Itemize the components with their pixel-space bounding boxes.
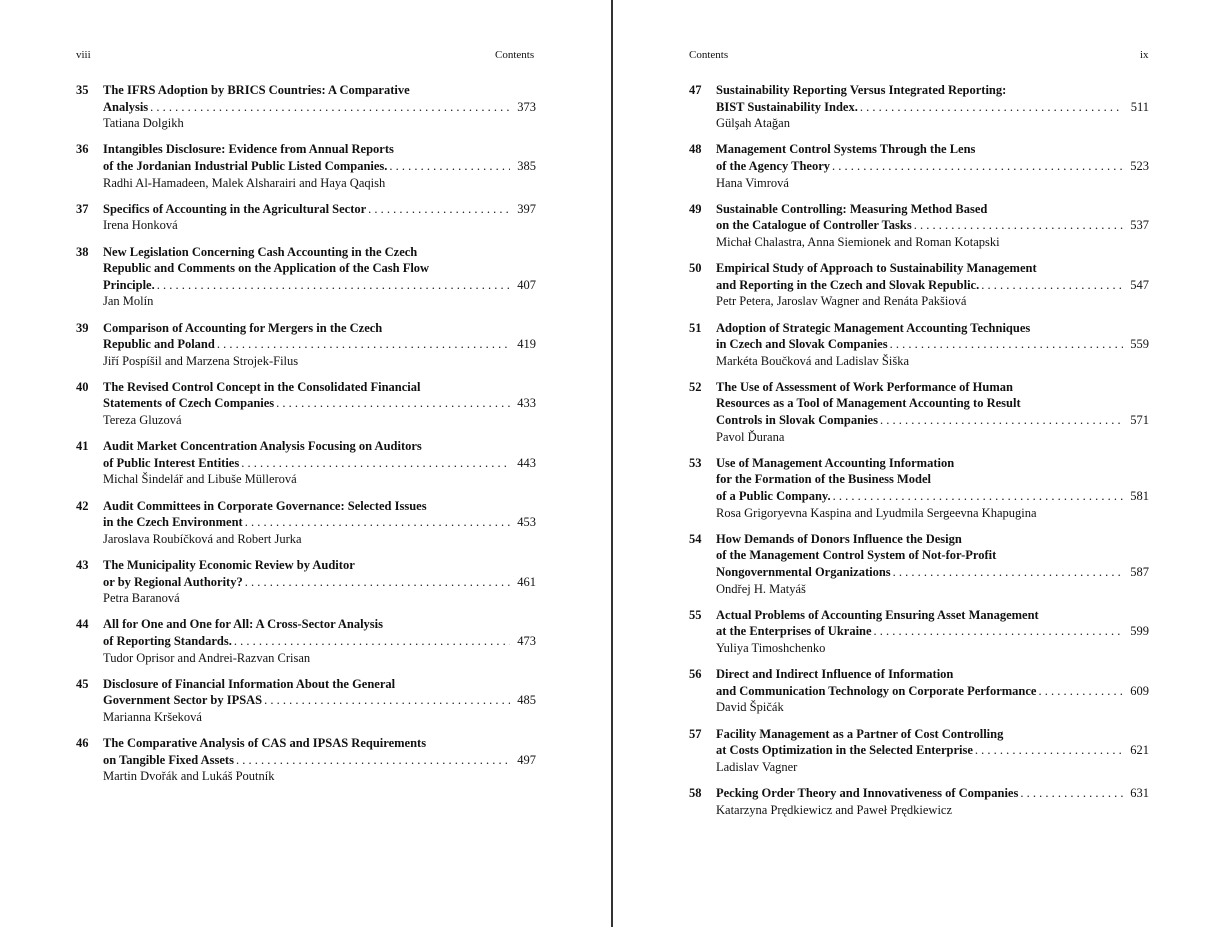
dot-leader [264,692,510,709]
chapter-authors: Irena Honková [103,218,178,233]
chapter-number: 53 [689,455,702,470]
chapter-title-line [103,336,536,353]
dot-leader [914,217,1123,234]
page-number: 497 [517,752,536,767]
chapter-number: 40 [76,379,89,394]
chapter-number: 35 [76,83,89,97]
toc-entry[interactable] [76,438,536,488]
chapter-title-line: for the Formation of the Business Model [716,472,932,487]
chapter-number: 43 [76,558,89,572]
chapter-number: 45 [76,676,89,691]
chapter-title-line [103,99,536,116]
chapter-authors: Ondřej H. Matyáš [716,581,806,596]
chapter-title-line: Audit Market Concentration Analysis Focusing on Auditors [103,439,422,454]
chapter-title-text: Principle. [103,277,155,292]
chapter-number: 58 [689,785,702,800]
toc-entry[interactable] [76,201,536,234]
chapter-authors: Tudor Oprisor and Andrei-Razvan Crisan [103,650,311,665]
chapter-title-line: Sustainable Controlling: Measuring Method Based [716,201,988,216]
chapter-title-line: Actual Problems of Accounting Ensuring Asset Management [716,607,1039,622]
chapter-title-text: of Reporting Standards. [103,633,232,648]
toc-entry[interactable] [76,82,536,132]
chapter-authors: Yuliya Timoshchenko [716,640,826,655]
chapter-title-line: The Municipality Economic Review by Auditor [103,558,355,572]
chapter-title-text: in Czech and Slovak Companies [716,337,888,352]
chapter-authors: Tatiana Dolgikh [103,116,184,131]
chapter-title-line: The IFRS Adoption by BRICS Countries: A Comparative [103,83,410,97]
chapter-authors: Radhi Al-Hamadeen, Malek Alsharairi and Haya Qaqish [103,175,386,190]
toc-entry[interactable] [76,244,536,310]
dot-leader [832,158,1123,175]
chapter-number: 56 [689,667,702,682]
toc-list [689,82,1149,828]
chapter-number: 44 [76,617,89,632]
chapter-authors: Hana Vimrová [716,175,789,190]
running-head: Contents [495,49,535,61]
chapter-title-text: BIST Sustainability Index. [716,99,858,114]
chapter-title-text: of a Public Company. [716,489,831,504]
page-number: 485 [517,693,536,708]
chapter-title-line [103,514,536,531]
toc-entry[interactable] [76,735,536,785]
toc-entry[interactable] [76,557,536,607]
chapter-number: 57 [689,726,702,741]
dot-leader [150,99,510,116]
chapter-number: 42 [76,498,89,513]
chapter-title-line: Management Control Systems Through the Lens [716,142,976,157]
toc-entry[interactable] [689,260,1149,310]
chapter-number: 52 [689,379,702,394]
chapter-title-line: How Demands of Donors Influence the Design [716,531,962,546]
chapter-authors: David Špičák [716,700,784,715]
chapter-authors: Ladislav Vagner [716,759,798,774]
chapter-number: 36 [76,142,89,157]
chapter-title-line [716,158,1149,175]
chapter-number: 37 [76,201,89,216]
dot-leader [236,752,510,769]
chapter-title-line [103,633,536,650]
chapter-title-line [716,336,1149,353]
toc-entry[interactable] [689,82,1149,132]
chapter-title-line [716,277,1149,294]
chapter-title-line [716,412,1149,429]
chapter-title-line: Facility Management as a Partner of Cost Controlling [716,726,1004,741]
chapter-title-text: Pecking Order Theory and Innovativeness of Companies [716,785,1019,800]
chapter-number: 51 [689,320,702,335]
toc-entry[interactable] [689,379,1149,445]
chapter-title-line: Comparison of Accounting for Mergers in the Czech [103,320,383,335]
chapter-title-line [716,623,1149,640]
running-head: Contents [689,49,729,61]
chapter-title-line: The Use of Assessment of Work Performance of Human [716,379,1013,394]
toc-entry[interactable] [76,320,536,370]
dot-leader [893,564,1123,581]
chapter-authors: Jiří Pospíšil and Marzena Strojek-Filus [103,353,299,368]
toc-entry[interactable] [76,616,536,666]
page-number: 523 [1130,158,1149,173]
page-number: 373 [517,99,536,114]
page-number: 631 [1130,785,1149,800]
chapter-title-text: Specifics of Accounting in the Agricultural Sector [103,201,367,216]
chapter-title-text: of the Agency Theory [716,158,830,173]
chapter-number: 49 [689,201,702,216]
chapter-number: 54 [689,531,702,546]
chapter-authors: Petra Baranová [103,591,180,606]
chapter-title-line [103,277,536,294]
chapter-authors: Gülşah Atağan [716,116,790,131]
dot-leader [217,336,510,353]
chapter-title-line: Sustainability Reporting Versus Integrated Reporting: [716,83,1007,97]
chapter-title-text: Nongovernmental Organizations [716,565,891,579]
page-number: 443 [517,455,536,470]
chapter-title-line [103,455,536,472]
page-number: 609 [1130,683,1149,698]
chapter-authors: Martin Dvořák and Lukáš Poutník [103,769,275,784]
dot-leader [975,742,1123,759]
chapter-authors: Tereza Gluzová [103,413,182,428]
chapter-title-line [716,217,1149,234]
left-page [0,0,611,927]
chapter-title-line: New Legislation Concerning Cash Accounting in the Czech [103,244,418,259]
dot-leader [874,623,1123,640]
page-number: 461 [517,574,536,589]
dot-leader [833,488,1123,505]
chapter-title-line: Intangibles Disclosure: Evidence from Annual Reports [103,142,394,157]
chapter-title-line: Adoption of Strategic Management Accounting Techniques [716,320,1031,335]
toc-entry[interactable] [689,141,1149,191]
dot-leader [1020,785,1123,802]
folio: viii [76,49,91,61]
chapter-title-line: The Comparative Analysis of CAS and IPSAS Requirements [103,736,427,751]
chapter-title-text: or by Regional Authority? [103,574,243,589]
chapter-title-line: Use of Management Accounting Information [716,455,955,470]
chapter-title-text: and Communication Technology on Corporate Performance [716,683,1037,698]
chapter-authors: Rosa Grigoryevna Kaspina and Lyudmila Sergeevna Khapugina [716,505,1037,520]
chapter-title-text: on Tangible Fixed Assets [103,752,234,767]
toc-entry[interactable] [689,666,1149,716]
chapter-title-line [103,692,536,709]
toc-entry[interactable] [76,676,536,726]
chapter-title-line [716,683,1149,700]
page-number: 571 [1130,413,1149,428]
chapter-title-line [103,752,536,769]
chapter-title-line: Empirical Study of Approach to Sustainability Management [716,261,1037,276]
chapter-title-line: Resources as a Tool of Management Accounting to Result [716,396,1021,411]
chapter-title-text: in the Czech Environment [103,515,243,530]
chapter-title-line [716,99,1149,116]
chapter-authors: Katarzyna Prędkiewicz and Paweł Prędkiewicz [716,802,953,817]
right-page [613,0,1224,927]
chapter-title-line: Audit Committees in Corporate Governance: Selected Issues [103,498,427,513]
page-number: 547 [1130,277,1149,292]
chapter-authors: Michal Šindelář and Libuše Müllerová [103,472,297,487]
chapter-title-line [103,574,536,591]
page-number: 407 [517,277,536,292]
toc-entry[interactable] [689,201,1149,251]
toc-entry[interactable] [76,379,536,429]
dot-leader [245,574,510,591]
chapter-title-line [103,395,536,412]
chapter-title-text: and Reporting in the Czech and Slovak Republic. [716,277,980,292]
chapter-title-line [103,201,536,218]
toc-entry[interactable] [76,141,536,191]
dot-leader [981,277,1123,294]
page-number: 599 [1130,624,1149,639]
chapter-authors: Jaroslava Roubíčková and Robert Jurka [103,531,302,546]
dot-leader [880,412,1123,429]
page-number: 537 [1130,218,1149,233]
page-number: 621 [1130,743,1149,758]
dot-leader [389,158,510,175]
chapter-title-line [716,564,1149,581]
page-number: 453 [517,515,536,530]
chapter-title-text: on the Catalogue of Controller Tasks [716,218,912,233]
chapter-title-line [103,158,536,175]
chapter-title-line: Direct and Indirect Influence of Information [716,667,954,682]
chapter-title-line: All for One and One for All: A Cross-Sector Analysis [103,617,383,632]
chapter-number: 39 [76,320,89,335]
chapter-title-line [716,785,1149,802]
chapter-title-line: of the Management Control System of Not-for-Profit [716,548,997,563]
dot-leader [276,395,510,412]
chapter-authors: Petr Petera, Jaroslav Wagner and Renáta Pakšiová [716,294,967,309]
chapter-number: 55 [689,607,702,622]
chapter-authors: Marianna Kršeková [103,709,202,724]
page-number: 511 [1130,99,1149,114]
dot-leader [157,277,510,294]
page-number: 397 [517,201,536,216]
dot-leader [368,201,510,218]
page-number: 385 [517,158,536,173]
dot-leader [234,633,510,650]
chapter-title-line [716,488,1149,505]
page-number: 559 [1130,337,1149,352]
chapter-number: 38 [76,244,89,259]
toc-list [76,82,536,795]
chapter-number: 41 [76,439,89,454]
chapter-title-text: Republic and Poland [103,337,215,352]
toc-entry[interactable] [76,498,536,548]
chapter-title-text: of Public Interest Entities [103,455,240,470]
chapter-title-text: Statements of Czech Companies [103,396,275,411]
chapter-number: 48 [689,142,702,157]
chapter-title-text: Controls in Slovak Companies [716,413,878,428]
chapter-title-line [716,742,1149,759]
chapter-authors: Pavol Ďurana [716,429,785,444]
chapter-title-text: Analysis [103,99,149,114]
page-number: 419 [517,337,536,352]
chapter-authors: Markéta Boučková and Ladislav Šiška [716,353,910,368]
chapter-number: 47 [689,83,702,97]
dot-leader [1038,683,1123,700]
chapter-authors: Jan Molín [103,294,154,309]
folio: ix [1140,49,1149,61]
page-number: 587 [1130,565,1149,579]
toc-entry[interactable] [689,726,1149,776]
toc-entry[interactable] [689,607,1149,657]
dot-leader [860,99,1123,116]
chapter-title-text: at Costs Optimization in the Selected Enterprise [716,743,973,758]
chapter-title-line: Disclosure of Financial Information About the General [103,676,396,691]
dot-leader [245,514,510,531]
toc-entry[interactable] [689,320,1149,370]
dot-leader [241,455,510,472]
toc-entry[interactable] [689,455,1149,521]
toc-entry[interactable] [689,785,1149,818]
page-number: 433 [517,396,536,411]
chapter-number: 46 [76,736,89,751]
chapter-title-text: Government Sector by IPSAS [103,693,263,708]
page-number: 581 [1130,489,1149,504]
dot-leader [890,336,1123,353]
page-number: 473 [517,633,536,648]
chapter-number: 50 [689,261,702,276]
chapter-authors: Michał Chalastra, Anna Siemionek and Roman Kotapski [716,234,1000,249]
chapter-title-line: The Revised Control Concept in the Consolidated Financial [103,379,421,394]
chapter-title-text: of the Jordanian Industrial Public Listed Companies. [103,158,388,173]
chapter-title-text: at the Enterprises of Ukraine [716,624,872,639]
chapter-title-line: Republic and Comments on the Application of the Cash Flow [103,261,430,276]
toc-entry[interactable] [689,531,1149,597]
